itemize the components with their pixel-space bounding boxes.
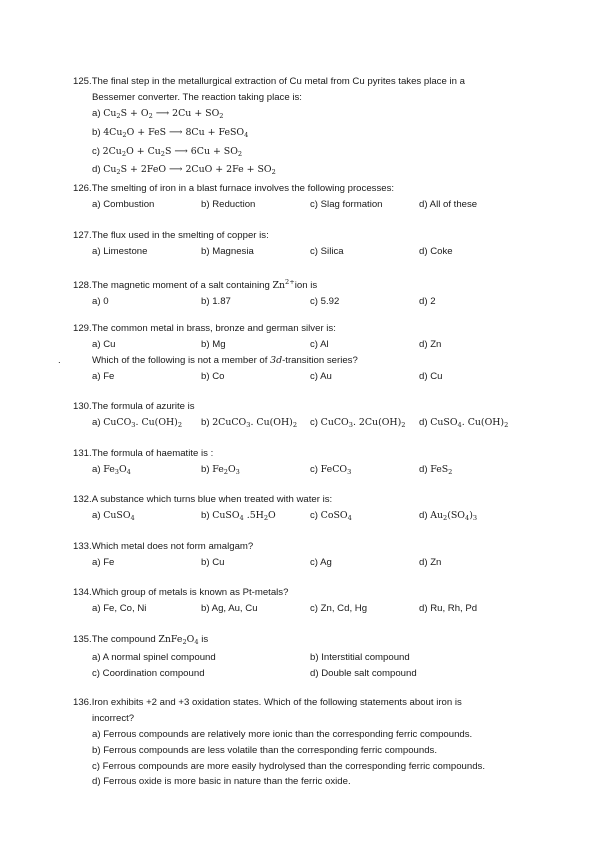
compound-formula: $ZnFe_2O_4$ [158,634,199,646]
option-d: d) Ru, Rh, Pd [419,603,478,614]
question-number: 132. [73,494,92,505]
option-a: a) Fe, Co, Ni [92,603,147,614]
question-number: 130. [73,401,92,412]
question-136 [73,695,543,790]
sub-question-stem: . Which of the following is not a member of 3d-transition series? [73,353,543,369]
question-stem: The final step in the metallurgical extraction of Cu metal from Cu pyrites takes place in a [91,76,465,87]
option-c: c) Au [310,371,332,382]
question-stem: The common metal in brass, bronze and german silver is: [91,323,336,334]
question-number: 128. [73,280,92,291]
question-number: 133. [73,541,92,552]
question-stem: Iron exhibits +2 and +3 oxidation states. Which of the following statements about iron is [91,697,462,708]
option-b: b) $Fe_2O_3$ [201,464,240,476]
option-b: b) Co [201,371,225,382]
option-c: c) Zn, Cd, Hg [310,603,368,614]
options-row [73,508,543,526]
question-stem: The smelting of iron in a blast furnace involves the following processes: [91,183,395,194]
option-d: d) All of these [419,199,478,210]
ion-formula: $Zn^{2+}$ [272,278,295,291]
options-row [73,650,543,666]
sub-question-marker: . [58,355,61,366]
option-a: a) Limestone [92,246,148,257]
question-131 [73,446,543,480]
question-127 [73,228,543,260]
sub-options-row [73,369,543,385]
option-c: c) Ag [310,557,332,568]
option-b: b) Ferrous compounds are less volatile than the corresponding ferric compounds. [92,744,438,756]
question-number: 136. [73,697,92,708]
option-a: a) CuCO$_3$. $Cu(OH)_2$ [92,417,183,429]
option-a: a) Fe [92,557,115,568]
option-a: a) Cu [92,339,116,350]
option-b: b) $4Cu_2O$ + FeS ⟶ 8Cu + FeSO$_4$ [92,126,249,139]
question-126 [73,181,543,213]
question-stem: The formula of azurite is [91,401,195,412]
question-number: 135. [73,634,92,645]
question-stem: Which group of metals is known as Pt-metals? [91,587,289,598]
question-number: 127. [73,230,92,241]
option-c: c) CuCO$_3$. $2Cu(OH)_2$ [310,417,406,429]
question-133 [73,539,543,571]
options-row [73,601,543,617]
option-d: d) $Au_2(SO_4)_3$ [419,510,478,522]
option-c: c) Slag formation [310,199,383,210]
option-b: b) Reduction [201,199,256,210]
question-number: 131. [73,448,92,459]
option-a: a) Ferrous compounds are relatively more ionic than the corresponding ferric compounds. [92,729,473,740]
option-b: b) Cu [201,557,225,568]
option-d: d) Coke [419,246,453,257]
option-d: d) Ferrous oxide is more basic in nature than the ferric oxide. [92,776,351,788]
options-row [73,244,543,260]
option-d: d) 2 [419,296,436,307]
question-number: 126. [73,183,92,194]
question-stem: The formula of haematite is : [91,448,214,459]
option-c: c) Ferrous compounds are more easily hydrolysed than the corresponding ferric compounds. [92,760,486,772]
options-row [73,415,543,433]
question-128: 128.The magnetic moment of a salt containing $Zn^{2+}ion$ is a) 0 b) 1.87 c) 5.92 d) 2 [73,274,543,310]
options-row [73,197,543,213]
question-stem-continued: incorrect? [92,713,135,724]
option-c: c) Coordination compound [92,668,205,679]
option-b: b) 1.87 [201,296,231,307]
option-b: b) Magnesia [201,246,254,257]
question-stem: A substance which turns blue when treated with water is: [91,494,333,505]
option-b: b) Mg [201,339,226,350]
question-number: 129. [73,323,92,334]
option-d: d) $Cu_2S + 2FeO$ ⟶ $2CuO + 2Fe + SO_2$ [92,164,276,177]
question-125 [73,74,543,181]
question-number: 134. [73,587,92,598]
option-d: d) Zn [419,339,442,350]
option-a: a) Combustion [92,199,155,210]
options-row [73,666,543,682]
option-b: b) CuSO$_4$ $.5H_2O$ [201,510,276,522]
question-135: 135.The compound $ZnFe_2O_4$ is a) A normal spinel compound b) Interstitial compound c) Coordination compound d) Double salt compound [73,632,543,682]
question-stem-continued: Bessemer converter. The reaction taking place is: [92,92,302,103]
question-132 [73,492,543,526]
options-row [73,337,543,353]
option-c: c) Al [310,339,329,350]
option-d: d) Double salt compound [310,668,417,679]
option-d: d) FeS$_2$ [419,464,453,476]
question-129 [58,321,543,385]
option-b: b) 2CuCO$_3$. $Cu(OH)_2$ [201,417,298,429]
options-row [73,294,543,310]
option-d: d) Cu [419,371,443,382]
option-d: d) CuSO$_4$. $Cu(OH)_2$ [419,417,509,429]
option-c: c) CoSO$_4$ [310,510,352,522]
option-a: a) $Fe_3O_4$ [92,464,131,476]
options-row [73,555,543,571]
option-a: a) $Cu_2S + O_2$ ⟶ $2Cu + SO_2$ [92,108,224,120]
question-130 [73,399,543,433]
question-134 [73,585,543,617]
option-a: a) 0 [92,296,109,307]
option-c: c) Silica [310,246,344,257]
options-row [73,462,543,480]
question-stem: The compound [91,634,159,645]
question-stem: The magnetic moment of a salt containing [91,280,273,291]
option-b: b) Interstitial compound [310,652,410,663]
question-stem: The flux used in the smelting of copper is: [91,230,269,241]
question-number: 125. [73,76,92,87]
option-d: d) Zn [419,557,442,568]
question-stem: Which metal does not form amalgam? [91,541,254,552]
option-c: c) $2Cu_2O + Cu_2S$ ⟶ $6Cu + SO_2$ [92,145,243,158]
option-a: a) A normal spinel compound [92,652,216,663]
option-c: c) FeCO$_3$ [310,464,352,476]
option-a: a) Fe [92,371,115,382]
option-a: a) CuSO$_4$ [92,510,135,522]
option-b: b) Ag, Au, Cu [201,603,258,614]
option-c: c) 5.92 [310,296,340,307]
